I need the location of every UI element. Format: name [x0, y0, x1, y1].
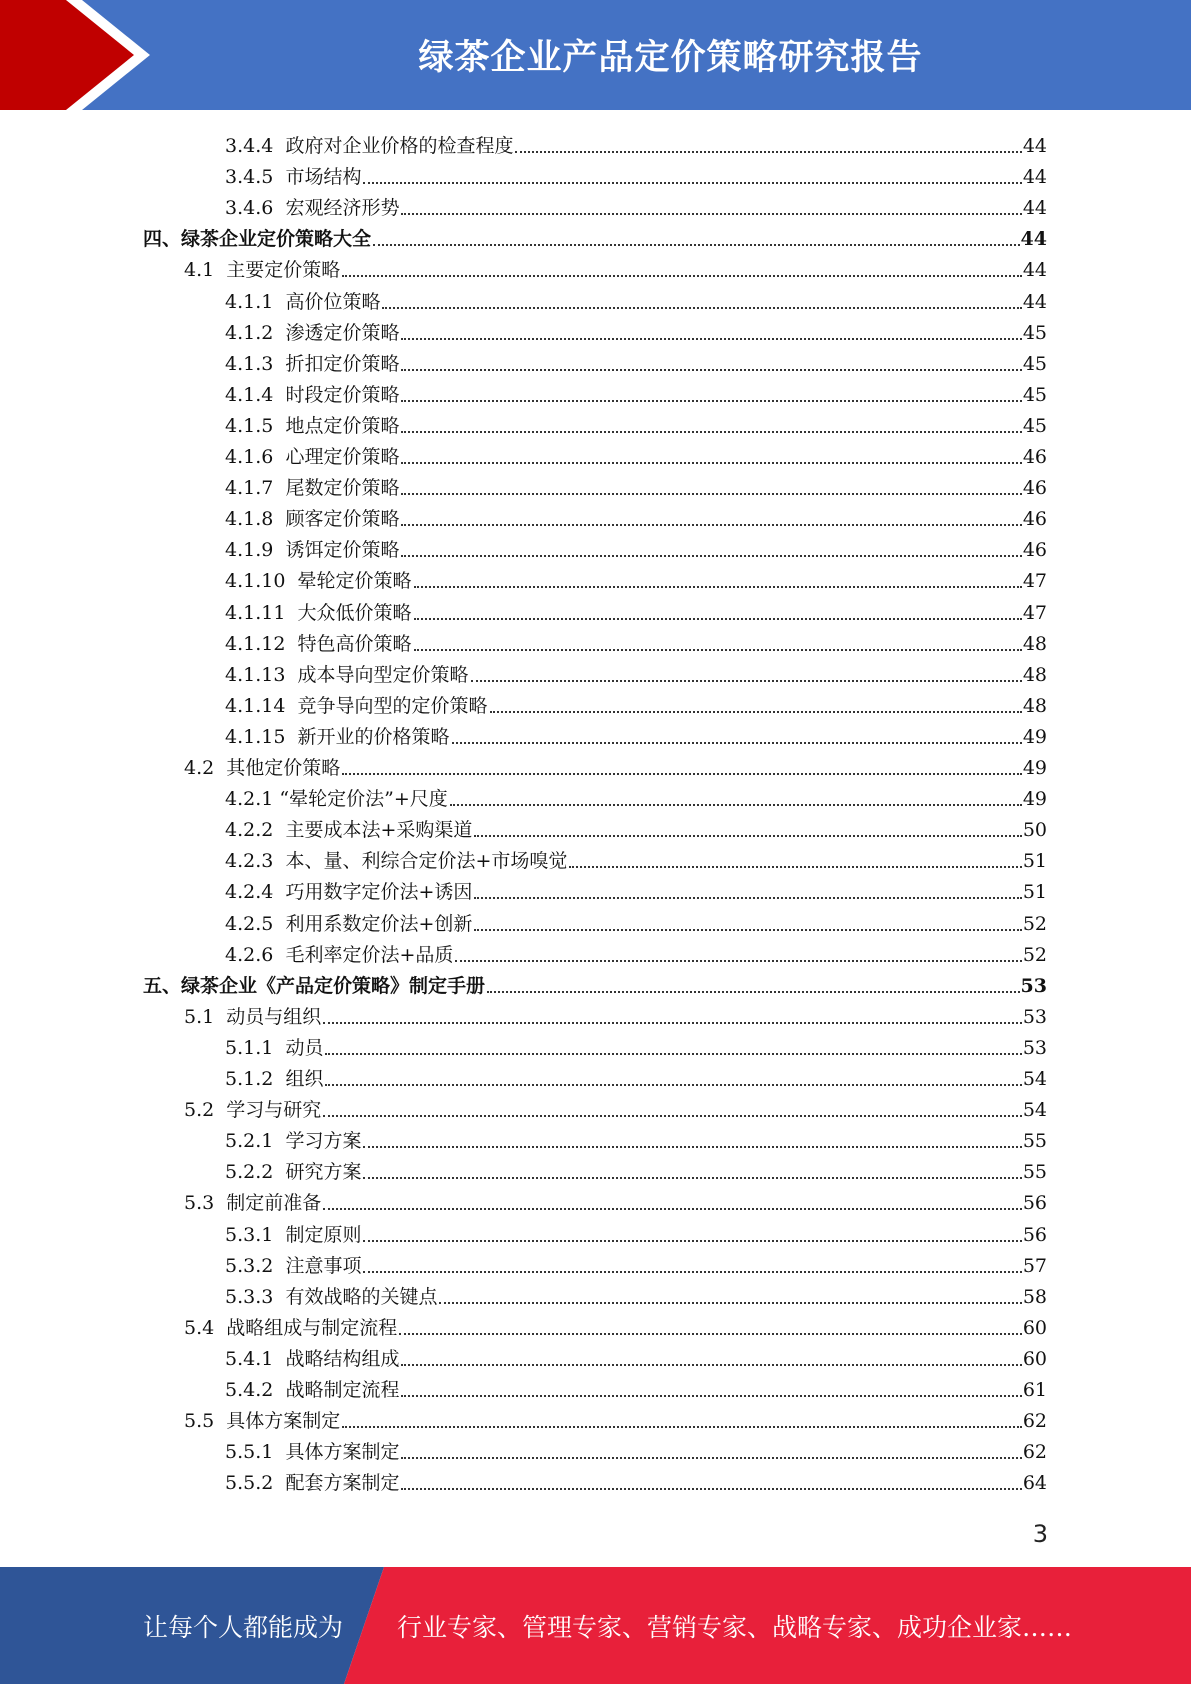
- toc-entry-label: 配套方案制定: [285, 1472, 400, 1495]
- toc-dot-leader: [450, 804, 1022, 806]
- toc-entry-label: 特色高价策略: [297, 632, 412, 655]
- toc-entry[interactable]: [225, 1464, 1047, 1495]
- toc-entry-page: 51: [1022, 881, 1047, 904]
- toc-entry-label: 利用系数定价法+创新: [285, 912, 473, 935]
- toc-entry-number: 5.3: [184, 1192, 227, 1215]
- toc-entry[interactable]: [225, 873, 1047, 904]
- toc-entry[interactable]: [225, 500, 1047, 531]
- toc-entry-page: 54: [1022, 1068, 1047, 1090]
- toc-entry-label: 动员: [285, 1036, 324, 1059]
- toc-dot-leader: [401, 462, 1021, 464]
- toc-dot-leader: [401, 338, 1021, 340]
- toc-entry-label: 五、绿茶企业《产品定价策略》制定手册: [143, 974, 486, 997]
- toc-dot-leader: [487, 991, 1020, 993]
- toc-entry[interactable]: [225, 842, 1047, 873]
- toc-dot-leader: [401, 1364, 1021, 1366]
- toc-entry-number: 4.1.11: [225, 601, 298, 624]
- toc-dot-leader: [401, 1395, 1021, 1397]
- toc-entry-number: 4.1.13: [225, 663, 298, 686]
- toc-dot-leader: [342, 1426, 1022, 1428]
- toc-dot-leader: [474, 929, 1021, 931]
- toc-entry-page: 53: [1020, 974, 1047, 997]
- toc-dot-leader: [490, 711, 1022, 713]
- toc-entry-label: 巧用数字定价法+诱因: [285, 881, 473, 904]
- toc-entry-label: 学习与研究: [226, 1099, 322, 1122]
- footer-band: [0, 1567, 1191, 1684]
- toc-dot-leader: [323, 1115, 1022, 1117]
- toc-entry[interactable]: [225, 283, 1047, 314]
- toc-dot-leader: [342, 773, 1022, 775]
- toc-dot-leader: [382, 307, 1021, 309]
- toc-entry-number: 5.3.3: [225, 1285, 286, 1308]
- toc-entry-page: 53: [1022, 1036, 1047, 1059]
- toc-entry-number: 4.1.3: [225, 352, 286, 375]
- toc-entry-label: 新开业的价格策略: [297, 725, 450, 748]
- toc-entry-number: 4.1.5: [225, 414, 286, 437]
- toc-entry[interactable]: [225, 936, 1047, 967]
- toc-entry-page: 52: [1022, 943, 1047, 966]
- toc-entry-label: 制定原则: [285, 1223, 362, 1246]
- toc-entry-page: 52: [1022, 912, 1047, 935]
- toc-entry-page: 48: [1022, 694, 1047, 717]
- toc-entry-number: 4.2.4: [225, 881, 286, 904]
- toc-entry[interactable]: [184, 749, 1047, 780]
- toc-entry[interactable]: [225, 811, 1047, 842]
- toc-entry-page: 47: [1022, 601, 1047, 624]
- toc-entry-page: 55: [1022, 1130, 1047, 1153]
- toc-dot-leader: [515, 151, 1021, 153]
- toc-entry-label: 时段定价策略: [285, 383, 400, 406]
- toc-entry[interactable]: [225, 1216, 1047, 1247]
- toc-entry-number: 4.1.14: [225, 694, 298, 717]
- toc-entry-page: 45: [1022, 383, 1047, 406]
- toc-entry[interactable]: [225, 407, 1047, 438]
- toc-dot-leader: [363, 1177, 1021, 1179]
- toc-entry-label: 心理定价策略: [285, 446, 400, 468]
- toc-entry-page: 50: [1022, 819, 1047, 842]
- toc-entry-page: 44: [1022, 290, 1047, 313]
- toc-entry[interactable]: [184, 1402, 1047, 1433]
- toc-entry-number: 5.1: [184, 1005, 227, 1028]
- toc-entry-page: 46: [1022, 508, 1047, 531]
- toc-entry[interactable]: [225, 594, 1047, 625]
- toc-dot-leader: [414, 649, 1022, 651]
- toc-entry[interactable]: [225, 189, 1047, 220]
- toc-dot-leader: [471, 680, 1022, 682]
- toc-entry[interactable]: [225, 562, 1047, 593]
- toc-dot-leader: [401, 493, 1021, 495]
- footer-slogan-left: 让每个人都能成为: [143, 1612, 344, 1642]
- document-title: 绿茶企业产品定价策略研究报告: [418, 38, 923, 78]
- toc-entry[interactable]: [225, 127, 1047, 158]
- toc-dot-leader: [401, 1488, 1021, 1490]
- toc-entry[interactable]: [225, 158, 1047, 189]
- toc-entry-label: 主要成本法+采购渠道: [285, 819, 473, 842]
- toc-entry-number: 3.4.4: [225, 135, 286, 157]
- toc-entry-label: “晕轮定价法”+尺度: [279, 788, 448, 811]
- toc-entry-label: 具体方案制定: [285, 1441, 400, 1464]
- toc-entry-label: 其他定价策略: [226, 757, 341, 779]
- toc-entry-label: 地点定价策略: [285, 414, 400, 437]
- toc-entry-label: 顾客定价策略: [285, 508, 400, 531]
- toc-dot-leader: [401, 431, 1021, 433]
- toc-entry-page: 47: [1022, 570, 1047, 593]
- toc-entry-label: 尾数定价策略: [285, 477, 400, 500]
- toc-entry-number: 4.2.6: [225, 943, 286, 966]
- toc-entry-number: 4.1.1: [225, 290, 286, 313]
- toc-entry-label: 四、绿茶企业定价策略大全: [143, 228, 372, 251]
- toc-entry-label: 宏观经济形势: [285, 197, 400, 220]
- toc-dot-leader: [401, 213, 1021, 215]
- toc-entry-page: 60: [1022, 1316, 1047, 1339]
- toc-entry-number: 5.2.1: [225, 1130, 286, 1153]
- toc-dot-leader: [363, 1271, 1021, 1273]
- toc-entry-number: 4.1.8: [225, 508, 286, 531]
- toc-dot-leader: [401, 555, 1021, 557]
- toc-entry[interactable]: [225, 376, 1047, 407]
- toc-entry-number: 3.4.5: [225, 166, 286, 189]
- toc-entry-page: 61: [1022, 1379, 1047, 1401]
- toc-entry-page: 56: [1022, 1192, 1047, 1215]
- toc-dot-leader: [401, 400, 1021, 402]
- toc-dot-leader: [399, 1333, 1022, 1335]
- toc-entry-page: 55: [1022, 1161, 1047, 1184]
- toc-entry-number: 5.5.1: [225, 1441, 286, 1464]
- toc-entry-number: 3.4.6: [225, 197, 286, 220]
- toc-entry-label: 主要定价策略: [226, 259, 341, 282]
- toc-entry-page: 46: [1022, 477, 1047, 500]
- toc-entry-page: 46: [1022, 446, 1047, 468]
- toc-dot-leader: [474, 897, 1021, 899]
- toc-entry-page: 60: [1022, 1347, 1047, 1370]
- toc-entry-page: 44: [1022, 197, 1047, 220]
- toc-entry-label: 注意事项: [285, 1254, 362, 1277]
- toc-entry-number: 4.1.2: [225, 321, 286, 344]
- toc-entry[interactable]: [225, 1122, 1047, 1153]
- toc-entry-label: 本、量、利综合定价法+市场嗅觉: [285, 850, 568, 873]
- toc-entry-number: 4.1: [184, 259, 227, 282]
- toc-entry-label: 政府对企业价格的检查程度: [285, 135, 514, 157]
- toc-entry[interactable]: [225, 780, 1047, 811]
- toc-entry-label: 研究方案: [285, 1161, 362, 1184]
- toc-entry-number: 4.1.4: [225, 383, 286, 406]
- toc-entry-page: 54: [1022, 1099, 1047, 1122]
- toc-entry[interactable]: [225, 1029, 1047, 1060]
- toc-dot-leader: [401, 369, 1021, 371]
- toc-entry-page: 62: [1022, 1410, 1047, 1433]
- toc-entry-page: 48: [1022, 632, 1047, 655]
- toc-entry-number: 4.2.1: [225, 788, 280, 811]
- toc-entry[interactable]: [225, 625, 1047, 656]
- toc-entry-page: 45: [1022, 352, 1047, 375]
- toc-entry-number: 4.2: [184, 757, 227, 779]
- toc-entry-label: 诱饵定价策略: [285, 539, 400, 562]
- toc-entry-page: 44: [1022, 135, 1047, 157]
- toc-entry-page: 49: [1022, 725, 1047, 748]
- toc-entry[interactable]: [225, 687, 1047, 718]
- toc-entry-number: 4.1.9: [225, 539, 286, 562]
- toc-dot-leader: [373, 244, 1020, 246]
- toc-entry-number: 5.1.2: [225, 1068, 286, 1090]
- toc-dot-leader: [474, 835, 1021, 837]
- toc-entry-number: 5.5.2: [225, 1472, 286, 1495]
- toc-dot-leader: [323, 1022, 1022, 1024]
- toc-entry[interactable]: [184, 1091, 1047, 1122]
- toc-entry-number: 5.4.1: [225, 1347, 286, 1370]
- header-band: [0, 0, 1191, 110]
- toc-entry-label: 市场结构: [285, 166, 362, 189]
- toc-entry-label: 动员与组织: [226, 1005, 322, 1028]
- toc-dot-leader: [401, 524, 1021, 526]
- toc-dot-leader: [455, 960, 1021, 962]
- toc-dot-leader: [414, 586, 1022, 588]
- toc-entry-page: 45: [1022, 321, 1047, 344]
- toc-dot-leader: [569, 866, 1021, 868]
- toc-entry-number: 4.1.12: [225, 632, 298, 655]
- toc-entry[interactable]: [225, 438, 1047, 469]
- toc-entry-number: 5.4: [184, 1316, 227, 1339]
- toc-entry-number: 5.2: [184, 1099, 227, 1122]
- toc-dot-leader: [342, 275, 1022, 277]
- toc-entry[interactable]: [184, 1309, 1047, 1340]
- toc-entry-label: 高价位策略: [285, 290, 381, 313]
- toc-entry-label: 晕轮定价策略: [297, 570, 412, 593]
- toc-entry-number: 4.1.10: [225, 570, 298, 593]
- toc-entry[interactable]: [225, 1153, 1047, 1184]
- toc-dot-leader: [363, 1240, 1021, 1242]
- toc-entry[interactable]: [184, 251, 1047, 282]
- toc-entry-page: 64: [1022, 1472, 1047, 1495]
- footer-slogan-right: 行业专家、管理专家、营销专家、战略专家、成功企业家……: [397, 1612, 1073, 1642]
- toc-entry[interactable]: [225, 1278, 1047, 1309]
- toc-entry-label: 战略制定流程: [285, 1379, 400, 1401]
- toc-dot-leader: [452, 742, 1022, 744]
- toc-entry-page: 48: [1022, 663, 1047, 686]
- toc-entry[interactable]: [225, 1340, 1047, 1371]
- toc-entry-page: 44: [1022, 259, 1047, 282]
- toc-entry-page: 51: [1022, 850, 1047, 873]
- toc-entry[interactable]: [225, 345, 1047, 376]
- toc-dot-leader: [323, 1208, 1022, 1210]
- toc-entry[interactable]: [225, 469, 1047, 500]
- toc-entry-page: 49: [1022, 757, 1047, 779]
- toc-dot-leader: [325, 1053, 1021, 1055]
- toc-entry-label: 毛利率定价法+品质: [285, 943, 454, 966]
- toc-entry-number: 4.2.2: [225, 819, 286, 842]
- toc-entry-page: 53: [1022, 1005, 1047, 1028]
- toc-entry[interactable]: [225, 531, 1047, 562]
- toc-entry-number: 4.1.7: [225, 477, 286, 500]
- toc-entry-page: 49: [1022, 788, 1047, 811]
- toc-entry-page: 45: [1022, 414, 1047, 437]
- toc-entry[interactable]: [225, 1247, 1047, 1278]
- toc-entry[interactable]: [225, 656, 1047, 687]
- toc-dot-leader: [414, 618, 1022, 620]
- toc-entry-number: 4.1.6: [225, 446, 286, 468]
- toc-entry-label: 有效战略的关键点: [285, 1285, 438, 1308]
- toc-entry-page: 57: [1022, 1254, 1047, 1277]
- toc-entry-page: 46: [1022, 539, 1047, 562]
- toc-entry-number: 4.1.15: [225, 725, 298, 748]
- toc-entry[interactable]: [225, 1371, 1047, 1402]
- toc-entry-label: 学习方案: [285, 1130, 362, 1153]
- toc-entry-label: 具体方案制定: [226, 1410, 341, 1433]
- toc-entry-number: 4.2.5: [225, 912, 286, 935]
- toc-entry-label: 折扣定价策略: [285, 352, 400, 375]
- toc-entry-number: 5.1.1: [225, 1036, 286, 1059]
- toc-entry-number: 5.3.2: [225, 1254, 286, 1277]
- toc-entry[interactable]: [225, 1060, 1047, 1091]
- toc-entry-number: 5.4.2: [225, 1379, 286, 1401]
- toc-entry-label: 竞争导向型的定价策略: [297, 694, 488, 717]
- toc-entry-label: 战略结构组成: [285, 1347, 400, 1370]
- toc-entry-number: 4.2.3: [225, 850, 286, 873]
- toc-dot-leader: [439, 1302, 1021, 1304]
- toc-entry-label: 大众低价策略: [297, 601, 412, 624]
- toc-entry-label: 制定前准备: [226, 1192, 322, 1215]
- toc-entry-number: 5.3.1: [225, 1223, 286, 1246]
- toc-dot-leader: [325, 1084, 1021, 1086]
- toc-entry[interactable]: [143, 220, 1047, 251]
- toc-entry-page: 44: [1022, 166, 1047, 189]
- toc-entry[interactable]: [225, 314, 1047, 345]
- toc-entry-label: 成本导向型定价策略: [297, 663, 469, 686]
- toc-entry[interactable]: [184, 1184, 1047, 1215]
- toc-entry-label: 渗透定价策略: [285, 321, 400, 344]
- toc-entry-page: 44: [1020, 228, 1047, 251]
- toc-entry-page: 62: [1022, 1441, 1047, 1464]
- toc-entry-label: 战略组成与制定流程: [226, 1316, 398, 1339]
- page-number: 3: [1032, 1520, 1048, 1548]
- toc-entry[interactable]: [225, 1433, 1047, 1464]
- toc-entry-label: 组织: [285, 1068, 324, 1090]
- toc-entry[interactable]: [225, 718, 1047, 749]
- header-arrow-icon: [0, 0, 160, 110]
- toc-entry-page: 58: [1022, 1285, 1047, 1308]
- toc-entry-number: 5.5: [184, 1410, 227, 1433]
- toc-dot-leader: [363, 1146, 1021, 1148]
- toc-entry[interactable]: [143, 967, 1047, 998]
- toc-entry[interactable]: [225, 905, 1047, 936]
- toc-dot-leader: [363, 182, 1021, 184]
- toc-entry-page: 56: [1022, 1223, 1047, 1246]
- toc-dot-leader: [401, 1457, 1021, 1459]
- toc-entry-number: 5.2.2: [225, 1161, 286, 1184]
- toc-entry[interactable]: [184, 998, 1047, 1029]
